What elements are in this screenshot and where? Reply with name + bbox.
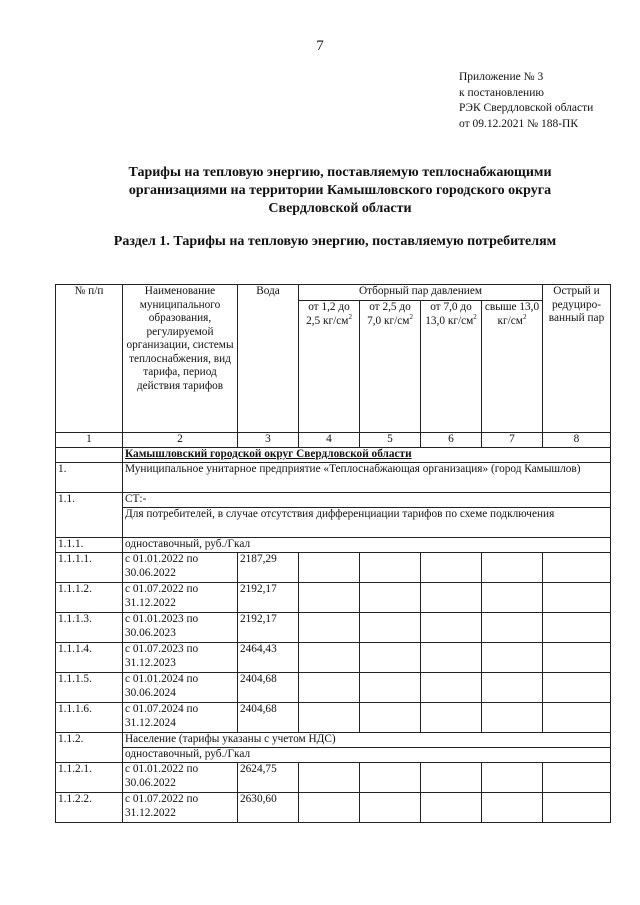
- empty-cell: [421, 613, 482, 643]
- empty-cell: [360, 553, 421, 583]
- empty-cell: [56, 448, 123, 463]
- empty-cell: [543, 583, 611, 613]
- tariff-type-label: одноставочный, руб./Гкал: [123, 748, 611, 763]
- water-tariff-cell: 2464,43: [238, 643, 299, 673]
- empty-cell: [421, 643, 482, 673]
- empty-cell: [299, 763, 360, 793]
- row-num: 1.1.1.: [56, 538, 123, 553]
- period-cell: с 01.07.2022 по 31.12.2022: [123, 793, 238, 823]
- page-number: 7: [316, 38, 324, 54]
- sup: 2: [522, 312, 527, 321]
- tariff-row: [56, 583, 611, 613]
- tariff-row: [56, 673, 611, 703]
- header-steam-4-label: свыше 13,0 кг/см: [484, 301, 540, 327]
- empty-cell: [360, 613, 421, 643]
- col-number: 1: [56, 433, 123, 448]
- tariff-type-label: одноставочный, руб./Гкал: [123, 538, 611, 553]
- empty-cell: [360, 703, 421, 733]
- title-line: организациями на территории Камышловского городского округа: [128, 183, 552, 198]
- empty-cell: [299, 553, 360, 583]
- empty-cell: [543, 553, 611, 583]
- header-water: Вода: [238, 285, 299, 433]
- row-num: 1.1.2.2.: [56, 793, 123, 823]
- tariff-row: [56, 553, 611, 583]
- empty-cell: [482, 673, 543, 703]
- row-num: 1.1.1.1.: [56, 553, 123, 583]
- empty-cell: [299, 793, 360, 823]
- empty-cell: [543, 643, 611, 673]
- row-num: 1.: [56, 463, 123, 493]
- population-row: [56, 733, 611, 748]
- empty-cell: [543, 613, 611, 643]
- appendix-line: Приложение № 3: [459, 71, 544, 83]
- appendix-line: к постановлению: [459, 86, 544, 99]
- empty-cell: [360, 793, 421, 823]
- water-tariff-cell: 2192,17: [238, 613, 299, 643]
- tariff-table: [55, 284, 611, 823]
- empty-cell: [360, 673, 421, 703]
- empty-cell: [482, 553, 543, 583]
- title-line: Тарифы на тепловую энергию, поставляемую теплоснабжающими: [128, 165, 552, 180]
- header-steam-3: [421, 301, 482, 433]
- header-num: № п/п: [56, 285, 123, 433]
- empty-cell: [482, 643, 543, 673]
- empty-cell: [482, 793, 543, 823]
- header-steam-3-label: от 7,0 до 13,0 кг/см: [425, 301, 474, 327]
- tariff-type-row: [56, 748, 611, 763]
- period-cell: с 01.01.2024 по 30.06.2024: [123, 673, 238, 703]
- empty-cell: [299, 643, 360, 673]
- col-number: 5: [360, 433, 421, 448]
- empty-cell: [482, 763, 543, 793]
- empty-cell: [360, 763, 421, 793]
- col-number: 3: [238, 433, 299, 448]
- appendix-line: РЭК Свердловской области: [459, 102, 594, 114]
- empty-cell: [360, 583, 421, 613]
- section-title: Раздел 1. Тарифы на тепловую энергию, поставляемую потребителям: [113, 234, 557, 249]
- empty-cell: [360, 643, 421, 673]
- population-label: Население (тарифы указаны с учетом НДС): [123, 733, 611, 748]
- tariff-row: [56, 763, 611, 793]
- empty-cell: [299, 673, 360, 703]
- empty-cell: [299, 703, 360, 733]
- row-num: 1.1.: [56, 493, 123, 538]
- row-num: 1.1.2.1.: [56, 763, 123, 793]
- region-name: Камышловский городской округ Свердловской области: [123, 448, 611, 463]
- empty-cell: [421, 793, 482, 823]
- row-num: 1.1.1.6.: [56, 703, 123, 733]
- empty-cell: [543, 763, 611, 793]
- col-number: 4: [299, 433, 360, 448]
- empty-cell: [299, 583, 360, 613]
- header-steam-2: [360, 301, 421, 433]
- water-tariff-cell: 2192,17: [238, 583, 299, 613]
- appendix-reference: [459, 70, 593, 132]
- water-tariff-cell: 2404,68: [238, 673, 299, 703]
- water-tariff-cell: 2630,60: [238, 793, 299, 823]
- tariff-row: [56, 643, 611, 673]
- sup: 2: [473, 312, 477, 321]
- empty-cell: [421, 763, 482, 793]
- header-steam-4: [482, 301, 543, 433]
- tariff-row: [56, 613, 611, 643]
- water-tariff-cell: 2404,68: [238, 703, 299, 733]
- empty-cell: [543, 673, 611, 703]
- header-steam-1: [299, 301, 360, 433]
- empty-cell: [482, 583, 543, 613]
- sup: 2: [409, 312, 413, 321]
- col-number: 2: [123, 433, 238, 448]
- document-title: [60, 164, 620, 218]
- period-cell: с 01.07.2022 по 31.12.2022: [123, 583, 238, 613]
- appendix-line: от 09.12.2021 № 188-ПК: [459, 117, 579, 130]
- period-cell: с 01.01.2022 по 30.06.2022: [123, 553, 238, 583]
- row-num: 1.1.2.: [56, 733, 123, 763]
- period-cell: с 01.07.2023 по 31.12.2023: [123, 643, 238, 673]
- consumers-label: Для потребителей, в случае отсутствия дифференциации тарифов по схеме подключения: [123, 508, 611, 538]
- organization-name: Муниципальное унитарное предприятие «Теплоснабжающая организация» (город Камышлов): [123, 463, 611, 493]
- period-cell: с 01.07.2024 по 31.12.2024: [123, 703, 238, 733]
- empty-cell: [421, 703, 482, 733]
- heat-system-label: СТ:-: [123, 493, 611, 508]
- col-number: 8: [543, 433, 611, 448]
- header-steam-1-label: от 1,2 до 2,5 кг/см: [306, 301, 350, 327]
- water-tariff-cell: 2187,29: [238, 553, 299, 583]
- empty-cell: [482, 703, 543, 733]
- period-cell: с 01.01.2022 по 30.06.2022: [123, 763, 238, 793]
- header-steam-2-label: от 2,5 до 7,0 кг/см: [367, 301, 411, 327]
- row-num: 1.1.1.2.: [56, 583, 123, 613]
- col-number: 7: [482, 433, 543, 448]
- title-line: Свердловской области: [268, 201, 412, 216]
- header-sharp-steam: Острый и редуциро-ванный пар: [543, 285, 611, 433]
- sup: 2: [348, 312, 352, 321]
- water-tariff-cell: 2624,75: [238, 763, 299, 793]
- column-number-row: [56, 433, 611, 448]
- tariff-row: [56, 793, 611, 823]
- empty-cell: [421, 583, 482, 613]
- empty-cell: [543, 703, 611, 733]
- header-steam-group: Отборный пар давлением: [299, 285, 543, 301]
- empty-cell: [482, 613, 543, 643]
- period-cell: с 01.01.2023 по 30.06.2023: [123, 613, 238, 643]
- empty-cell: [421, 553, 482, 583]
- row-num: 1.1.1.3.: [56, 613, 123, 643]
- tariff-row: [56, 703, 611, 733]
- empty-cell: [421, 673, 482, 703]
- col-number: 6: [421, 433, 482, 448]
- header-name: Наименование муниципального образования, регулируемой организации, системы теплоснабжения, вид тарифа, период действия тарифов: [123, 285, 238, 433]
- row-num: 1.1.1.5.: [56, 673, 123, 703]
- empty-cell: [543, 793, 611, 823]
- row-num: 1.1.1.4.: [56, 643, 123, 673]
- empty-cell: [299, 613, 360, 643]
